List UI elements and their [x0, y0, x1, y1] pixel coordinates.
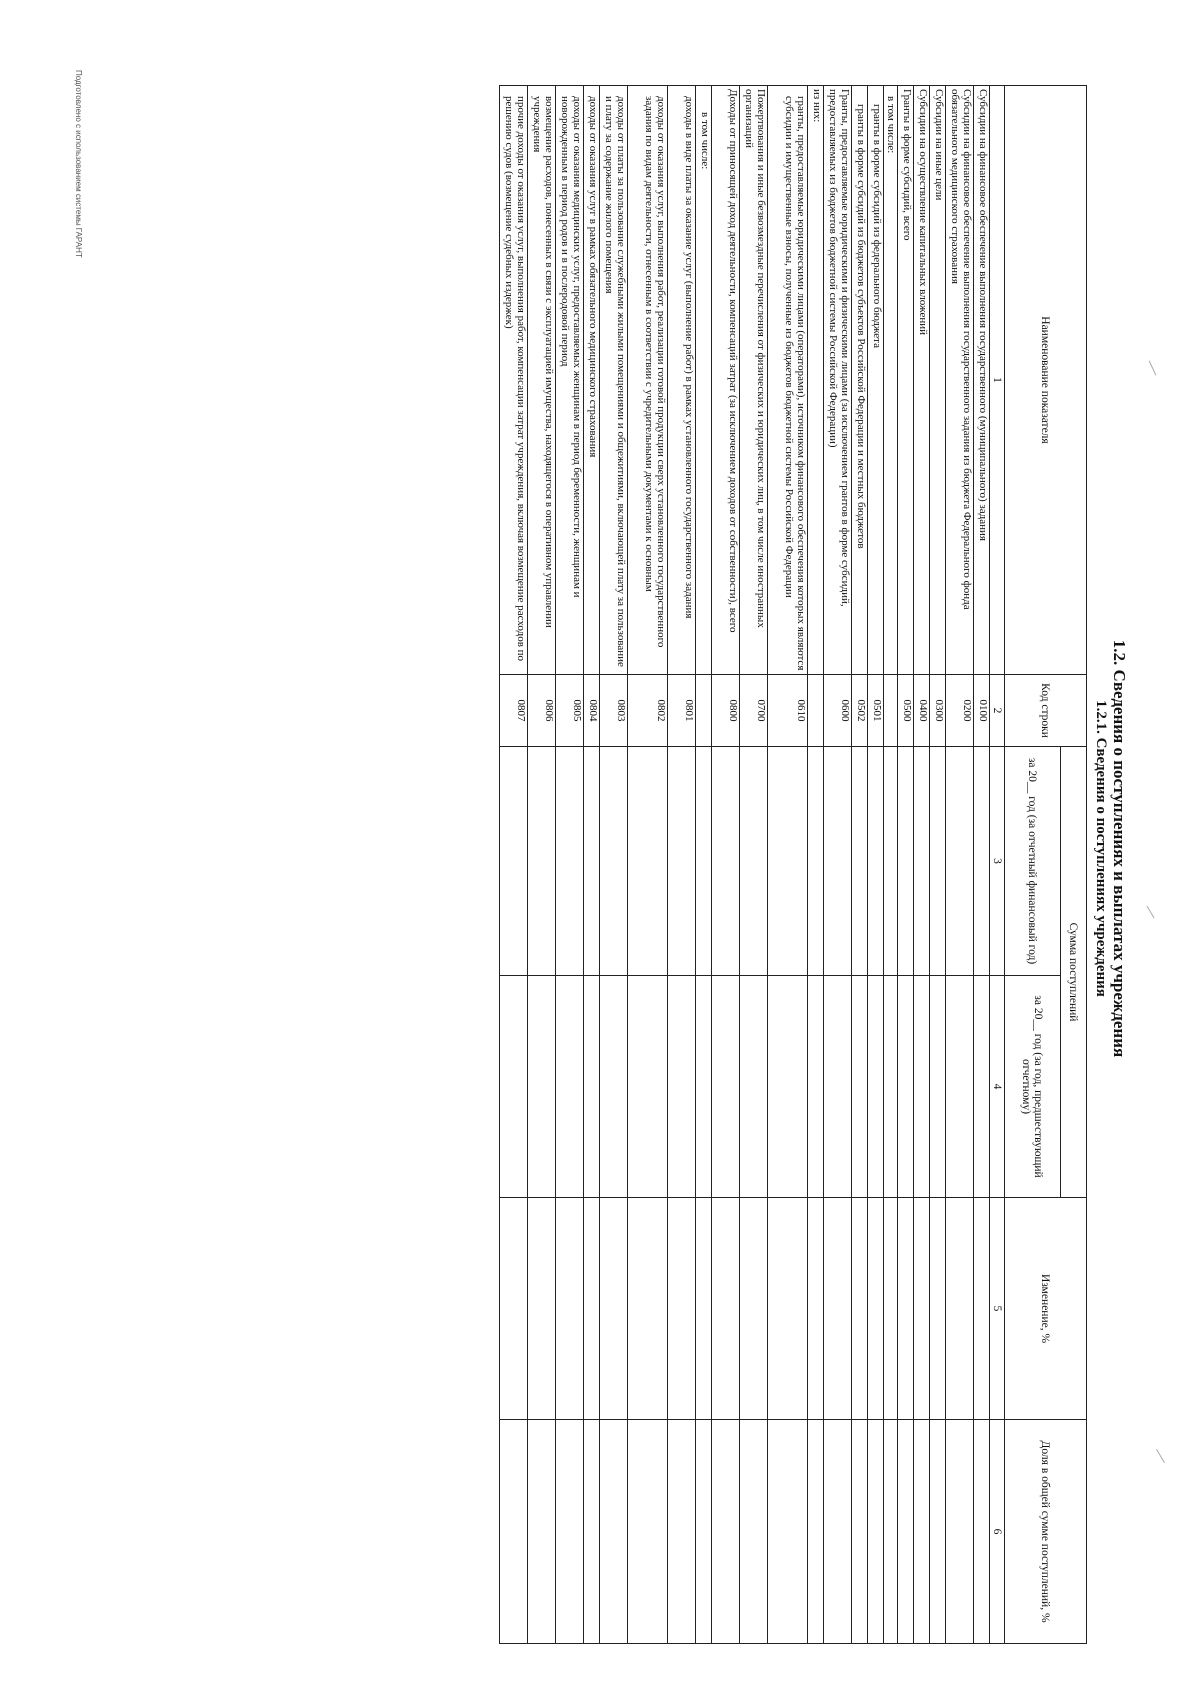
col-number: 3 [990, 747, 1005, 976]
cell-share [628, 1420, 668, 1644]
cell-sum-previous [528, 976, 556, 1198]
table-row [930, 86, 946, 1644]
cell-sum-previous [974, 976, 990, 1198]
cell-change [696, 1198, 712, 1420]
table-row [740, 86, 768, 1644]
cell-sum-previous [914, 976, 930, 1198]
cell-share [696, 1420, 712, 1644]
cell-sum-previous [628, 976, 668, 1198]
row-name: Гранты в форме субсидий, всего [898, 86, 914, 675]
row-code: 0800 [712, 675, 740, 747]
cell-change [824, 1198, 852, 1420]
table-row [824, 86, 852, 1644]
header-name: Наименование показателя [1005, 86, 1087, 675]
section-title: 1.2. Сведения о поступлениях и выплатах учреждения [1110, 639, 1129, 1058]
table-row [768, 86, 808, 1644]
row-name: гранты в форме субсидий из федерального бюджета [868, 86, 884, 675]
row-name: Субсидии на финансовое обеспечение выполнения государственного задания из бюджета Федерального фонда обязательного медицинского страхования [946, 86, 974, 675]
row-code: 0400 [914, 675, 930, 747]
row-name: в том числе: [696, 86, 712, 675]
table-row [884, 86, 898, 1644]
table-row [808, 86, 824, 1644]
cell-share [974, 1420, 990, 1644]
cell-change [868, 1198, 884, 1420]
row-code: 0801 [668, 675, 696, 747]
cell-sum-current [974, 747, 990, 976]
cell-sum-current [930, 747, 946, 976]
table-row [584, 86, 600, 1644]
cell-change [500, 1198, 528, 1420]
row-code: 0806 [528, 675, 556, 747]
col-number: 2 [990, 675, 1005, 747]
garant-note: Подготовлено с использованием системы ГАРАНТ [74, 70, 83, 258]
cell-sum-previous [946, 976, 974, 1198]
cell-sum-current [628, 747, 668, 976]
cell-sum-previous [712, 976, 740, 1198]
cell-sum-previous [668, 976, 696, 1198]
header-share: Доля в общей сумме поступлений, % [1005, 1420, 1087, 1644]
cell-share [808, 1420, 824, 1644]
header-sum-current: за 20__ год (за отчетный финансовый год) [1005, 747, 1061, 976]
cell-change [556, 1198, 584, 1420]
cell-change [946, 1198, 974, 1420]
cell-share [668, 1420, 696, 1644]
row-code: 0502 [852, 675, 868, 747]
cell-sum-current [768, 747, 808, 976]
cell-share [528, 1420, 556, 1644]
cell-change [768, 1198, 808, 1420]
row-name: доходы от оказания медицинских услуг, предоставляемых женщинам в период беременности, женщинам и новорожденным в период родов и в послеродовой период [556, 86, 584, 675]
row-name: гранты, предоставляемые юридическими лицами (операторами), источником финансового обеспечения которых являются субсидии и имущественные взносы, полученные из бюджетов бюджетной системы Российской Федерации [768, 86, 808, 675]
row-code: 0600 [824, 675, 852, 747]
col-number: 6 [990, 1420, 1005, 1644]
row-name: Гранты, предоставляемые юридическими и физическими лицами (за исключением грантов в форме субсидий, предоставляемых из бюджетов бюджетной системы Российской Федерации) [824, 86, 852, 675]
cell-sum-current [884, 747, 898, 976]
cell-sum-previous [768, 976, 808, 1198]
cell-sum-current [824, 747, 852, 976]
row-code: 0500 [898, 675, 914, 747]
cell-change [974, 1198, 990, 1420]
table-row [528, 86, 556, 1644]
cell-sum-current [528, 747, 556, 976]
cell-sum-previous [884, 976, 898, 1198]
row-code: 0807 [500, 675, 528, 747]
col-number: 4 [990, 976, 1005, 1198]
cell-share [768, 1420, 808, 1644]
row-code [884, 675, 898, 747]
cell-sum-current [600, 747, 628, 976]
cell-sum-current [556, 747, 584, 976]
row-code: 0700 [740, 675, 768, 747]
cell-sum-previous [500, 976, 528, 1198]
cell-sum-current [500, 747, 528, 976]
cell-share [712, 1420, 740, 1644]
receipts-table [499, 85, 1087, 1644]
cell-change [712, 1198, 740, 1420]
cell-sum-previous [600, 976, 628, 1198]
table-row [556, 86, 584, 1644]
cell-share [824, 1420, 852, 1644]
cell-change [914, 1198, 930, 1420]
cell-share [556, 1420, 584, 1644]
row-name: доходы от оказания услуг в рамках обязательного медицинского страхования [584, 86, 600, 675]
table-row [914, 86, 930, 1644]
row-name: прочие доходы от оказания услуг, выполнения работ, компенсации затрат учреждения, включая возмещение расходов по решению судов (возмещение судебных издержек) [500, 86, 528, 675]
cell-share [914, 1420, 930, 1644]
cell-change [528, 1198, 556, 1420]
col-number: 5 [990, 1198, 1005, 1420]
row-name: Доходы от приносящей доход деятельности, компенсаций затрат (за исключением доходов от собственности), всего [712, 86, 740, 675]
cell-change [628, 1198, 668, 1420]
cell-sum-current [914, 747, 930, 976]
cell-share [740, 1420, 768, 1644]
cell-sum-previous [852, 976, 868, 1198]
row-code: 0802 [628, 675, 668, 747]
row-name: доходы в виде платы за оказание услуг (выполнение работ) в рамках установленного государственного задания [668, 86, 696, 675]
cell-sum-previous [556, 976, 584, 1198]
header-code: Код строки [1005, 675, 1087, 747]
table-row [600, 86, 628, 1644]
cell-sum-current [946, 747, 974, 976]
cell-share [500, 1420, 528, 1644]
cell-sum-previous [584, 976, 600, 1198]
row-code: 0804 [584, 675, 600, 747]
table-row [712, 86, 740, 1644]
cell-change [930, 1198, 946, 1420]
cell-change [884, 1198, 898, 1420]
row-code: 0803 [600, 675, 628, 747]
cell-share [946, 1420, 974, 1644]
row-name: доходы от оказания услуг, выполнения работ, реализации готовой продукции сверх установленного государственного задания по видам деятельности, отнесенным в соответствии с учредительными документами к основным [628, 86, 668, 675]
cell-share [584, 1420, 600, 1644]
header-sum: Сумма поступлений [1061, 747, 1087, 1198]
cell-sum-current [852, 747, 868, 976]
cell-sum-current [668, 747, 696, 976]
header-sum-previous: за 20__ год (за год, предшествующий отчетному) [1005, 976, 1061, 1198]
cell-share [868, 1420, 884, 1644]
row-name: в том числе: [884, 86, 898, 675]
table-row [668, 86, 696, 1644]
cell-change [898, 1198, 914, 1420]
row-code [696, 675, 712, 747]
cell-sum-previous [696, 976, 712, 1198]
row-name: Субсидии на финансовое обеспечение выполнения государственного (муниципального) задания [974, 86, 990, 675]
row-name: гранты в форме субсидий из бюджетов субъектов Российской Федерации и местных бюджетов [852, 86, 868, 675]
row-code: 0805 [556, 675, 584, 747]
cell-share [930, 1420, 946, 1644]
cell-sum-current [584, 747, 600, 976]
cell-sum-current [712, 747, 740, 976]
section-subtitle: 1.2.1. Сведения о поступлениях учреждения [1093, 700, 1109, 997]
row-name: из них: [808, 86, 824, 675]
row-code: 0200 [946, 675, 974, 747]
table-row [868, 86, 884, 1644]
cell-sum-previous [898, 976, 914, 1198]
table-row [974, 86, 990, 1644]
cell-change [808, 1198, 824, 1420]
cell-share [600, 1420, 628, 1644]
col-number: 1 [990, 86, 1005, 675]
row-code: 0501 [868, 675, 884, 747]
row-code [808, 675, 824, 747]
cell-sum-previous [824, 976, 852, 1198]
cell-sum-current [868, 747, 884, 976]
cell-change [584, 1198, 600, 1420]
row-code: 0610 [768, 675, 808, 747]
cell-sum-previous [868, 976, 884, 1198]
cell-change [852, 1198, 868, 1420]
row-name: Субсидии на иные цели [930, 86, 946, 675]
table-row [852, 86, 868, 1644]
cell-sum-previous [740, 976, 768, 1198]
cell-sum-previous [930, 976, 946, 1198]
table-row [696, 86, 712, 1644]
cell-change [600, 1198, 628, 1420]
row-code: 0300 [930, 675, 946, 747]
cell-sum-previous [808, 976, 824, 1198]
cell-share [898, 1420, 914, 1644]
table-row [898, 86, 914, 1644]
row-name: Пожертвования и иные безвозмездные перечисления от физических и юридических лиц, в том числе иностранных организаций [740, 86, 768, 675]
row-name: возмещение расходов, понесенных в связи с эксплуатацией имущества, находящегося в оперативном управлении учреждения [528, 86, 556, 675]
cell-sum-current [898, 747, 914, 976]
cell-change [740, 1198, 768, 1420]
row-name: Субсидии на осуществление капитальных вложений [914, 86, 930, 675]
table-row [500, 86, 528, 1644]
header-change: Изменение, % [1005, 1198, 1087, 1420]
cell-share [852, 1420, 868, 1644]
cell-change [668, 1198, 696, 1420]
row-code: 0100 [974, 675, 990, 747]
table-row [628, 86, 668, 1644]
cell-sum-current [696, 747, 712, 976]
row-name: доходы от платы за пользование служебными жилыми помещениями и общежитиями, включающей плату за пользование и плату за содержание жилого помещения [600, 86, 628, 675]
table-row [946, 86, 974, 1644]
cell-sum-current [808, 747, 824, 976]
cell-share [884, 1420, 898, 1644]
cell-sum-current [740, 747, 768, 976]
